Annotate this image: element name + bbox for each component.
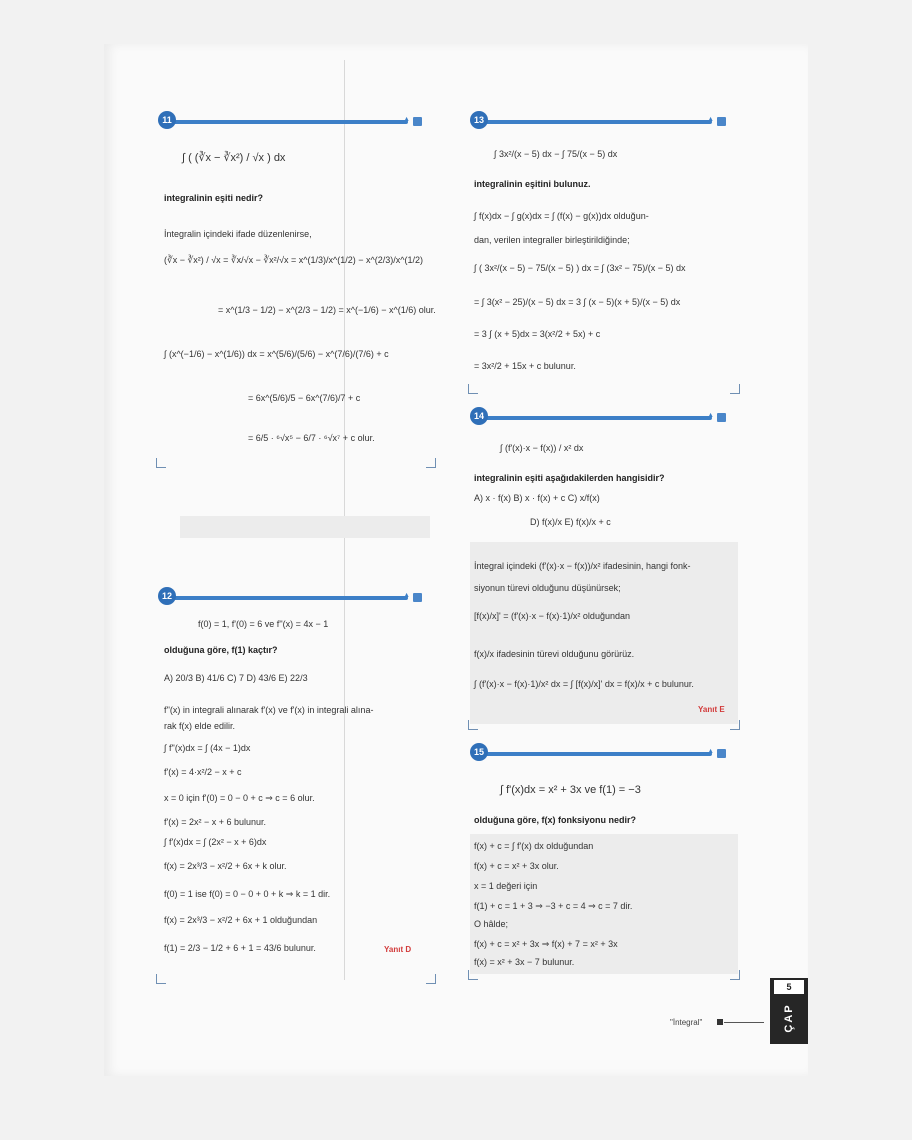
solution-line: = ∫ 3(x² − 25)/(x − 5) dx = 3 ∫ (x − 5)(x + 5)/(x − 5) dx bbox=[474, 297, 681, 307]
solution-line: = 6x^(5/6)/5 − 6x^(7/6)/7 + c bbox=[248, 393, 361, 403]
solution-line: (∛x − ∛x²) / √x = ∛x/√x − ∛x²/√x = x^(1/3)/x^(1/2) − x^(2/3)/x^(1/2) bbox=[164, 255, 423, 265]
solution-line: = 3x²/2 + 15x + c bulunur. bbox=[474, 361, 576, 371]
solution-line: rak f(x) elde edilir. bbox=[164, 721, 236, 731]
solution-line: O hâlde; bbox=[474, 919, 509, 929]
problem-box-12 bbox=[158, 592, 434, 984]
solution-line: f(x) = 2x³/3 − x²/2 + 6x + 1 olduğundan bbox=[164, 915, 318, 925]
problem-question: integralinin eşiti aşağıdakilerden hangisidir? bbox=[474, 473, 665, 483]
chapter-number: 5 bbox=[774, 980, 804, 994]
problem-statement: ∫ ( (∛x − ∛x²) / √x ) dx bbox=[182, 152, 286, 164]
problem-header-bar: 15 ▲ bbox=[470, 748, 738, 758]
solution-line: f'(x) = 2x² − x + 6 bulunur. bbox=[164, 817, 267, 827]
problem-header-bar: 12 ▲ bbox=[158, 592, 434, 602]
answer-options: D) f(x)/x E) f(x)/x + c bbox=[530, 517, 611, 527]
problem-question: integralinin eşiti nedir? bbox=[164, 193, 264, 203]
solution-line: İntegral içindeki (f'(x)·x − f(x))/x² ifadesinin, hangi fonk- bbox=[474, 561, 691, 571]
chapter-tab bbox=[770, 978, 808, 1044]
solution-line: f'(x) = 4·x²/2 − x + c bbox=[164, 767, 242, 777]
problem-question: olduğuna göre, f(x) fonksiyonu nedir? bbox=[474, 815, 636, 825]
problem-box-14 bbox=[470, 412, 738, 730]
square-icon bbox=[413, 593, 422, 602]
solution-line: siyonun türevi olduğunu düşünürsek; bbox=[474, 583, 621, 593]
solution-line: ∫ f'(x)dx = ∫ (2x² − x + 6)dx bbox=[164, 837, 267, 847]
solution-line: f(x) + c = x² + 3x ⇒ f(x) + 7 = x² + 3x bbox=[474, 939, 618, 949]
solution-line: ∫ (x^(−1/6) − x^(1/6)) dx = x^(5/6)/(5/6) − x^(7/6)/(7/6) + c bbox=[164, 349, 389, 359]
problem-box-11 bbox=[158, 116, 434, 468]
footer-note: "İntegral" bbox=[670, 1018, 703, 1027]
solution-line: ∫ f''(x)dx = ∫ (4x − 1)dx bbox=[164, 743, 251, 753]
solution-line: = 3 ∫ (x + 5)dx = 3(x²/2 + 5x) + c bbox=[474, 329, 601, 339]
problem-number: 15 bbox=[470, 743, 488, 761]
problem-number: 14 bbox=[470, 407, 488, 425]
solution-line: x = 1 değeri için bbox=[474, 881, 538, 891]
solution-line: f(1) = 2/3 − 1/2 + 6 + 1 = 43/6 bulunur. bbox=[164, 943, 316, 953]
square-icon bbox=[717, 1019, 723, 1025]
solution-line: = 6/5 · ⁶√x⁵ − 6/7 · ⁶√x⁷ + c olur. bbox=[248, 433, 375, 443]
solution-line: ∫ (f'(x)·x − f(x)·1)/x² dx = ∫ [f(x)/x]' dx = f(x)/x + c bulunur. bbox=[474, 679, 694, 689]
solution-line: f(x) = x² + 3x − 7 bulunur. bbox=[474, 957, 575, 967]
problem-statement: f(0) = 1, f'(0) = 6 ve f''(x) = 4x − 1 bbox=[198, 619, 329, 629]
square-icon bbox=[413, 117, 422, 126]
problem-header-bar: 13 ▲ bbox=[470, 116, 738, 126]
solution-line: dan, verilen integraller birleştirildiğinde; bbox=[474, 235, 630, 245]
square-icon bbox=[717, 117, 726, 126]
problem-box-13 bbox=[470, 116, 738, 394]
answer-options: A) 20/3 B) 41/6 C) 7 D) 43/6 E) 22/3 bbox=[164, 673, 308, 683]
square-icon bbox=[717, 413, 726, 422]
answer-options: A) x · f(x) B) x · f(x) + c C) x/f(x) bbox=[474, 493, 600, 503]
solution-line: f(x)/x ifadesinin türevi olduğunu görürüz. bbox=[474, 649, 635, 659]
solution-line: f(x) + c = x² + 3x olur. bbox=[474, 861, 559, 871]
solution-line: f(1) + c = 1 + 3 ⇒ −3 + c = 4 ⇒ c = 7 dir. bbox=[474, 901, 633, 911]
footer-rule bbox=[724, 1022, 764, 1023]
problem-box-15 bbox=[470, 748, 738, 980]
shaded-strip bbox=[180, 516, 430, 538]
solution-line: [f(x)/x]' = (f'(x)·x − f(x)·1)/x² olduğundan bbox=[474, 611, 630, 621]
solution-line: f(x) + c = ∫ f'(x) dx olduğundan bbox=[474, 841, 594, 851]
problem-statement: ∫ f'(x)dx = x² + 3x ve f(1) = −3 bbox=[500, 784, 641, 796]
answer-label: Yanıt E bbox=[698, 705, 725, 714]
solution-line: f(x) = 2x³/3 − x²/2 + 6x + k olur. bbox=[164, 861, 287, 871]
problem-number: 13 bbox=[470, 111, 488, 129]
problem-question: olduğuna göre, f(1) kaçtır? bbox=[164, 645, 278, 655]
problem-number: 12 bbox=[158, 587, 176, 605]
solution-line: x = 0 için f'(0) = 0 − 0 + c ⇒ c = 6 olur. bbox=[164, 793, 315, 803]
problem-statement: ∫ 3x²/(x − 5) dx − ∫ 75/(x − 5) dx bbox=[494, 149, 618, 159]
problem-question: integralinin eşitini bulunuz. bbox=[474, 179, 591, 189]
solution-line: İntegralin içindeki ifade düzenlenirse, bbox=[164, 229, 312, 239]
solution-line: = x^(1/3 − 1/2) − x^(2/3 − 1/2) = x^(−1/6) − x^(1/6) olur. bbox=[218, 305, 436, 315]
chapter-word: ÇAP bbox=[783, 1003, 795, 1033]
solution-line: f(0) = 1 ise f(0) = 0 − 0 + 0 + k ⇒ k = 1 dir. bbox=[164, 889, 331, 899]
problem-number: 11 bbox=[158, 111, 176, 129]
solution-line: f''(x) in integrali alınarak f'(x) ve f'(x) in integrali alına- bbox=[164, 705, 374, 715]
problem-header-bar: 14 ▲ bbox=[470, 412, 738, 422]
square-icon bbox=[717, 749, 726, 758]
solution-line: ∫ ( 3x²/(x − 5) − 75/(x − 5) ) dx = ∫ (3x² − 75)/(x − 5) dx bbox=[474, 263, 686, 273]
problem-header-bar: 11 ▲ bbox=[158, 116, 434, 126]
problem-statement: ∫ (f'(x)·x − f(x)) / x² dx bbox=[500, 443, 584, 453]
solution-line: ∫ f(x)dx − ∫ g(x)dx = ∫ (f(x) − g(x))dx olduğun- bbox=[474, 211, 649, 221]
answer-label: Yanıt D bbox=[384, 945, 412, 954]
